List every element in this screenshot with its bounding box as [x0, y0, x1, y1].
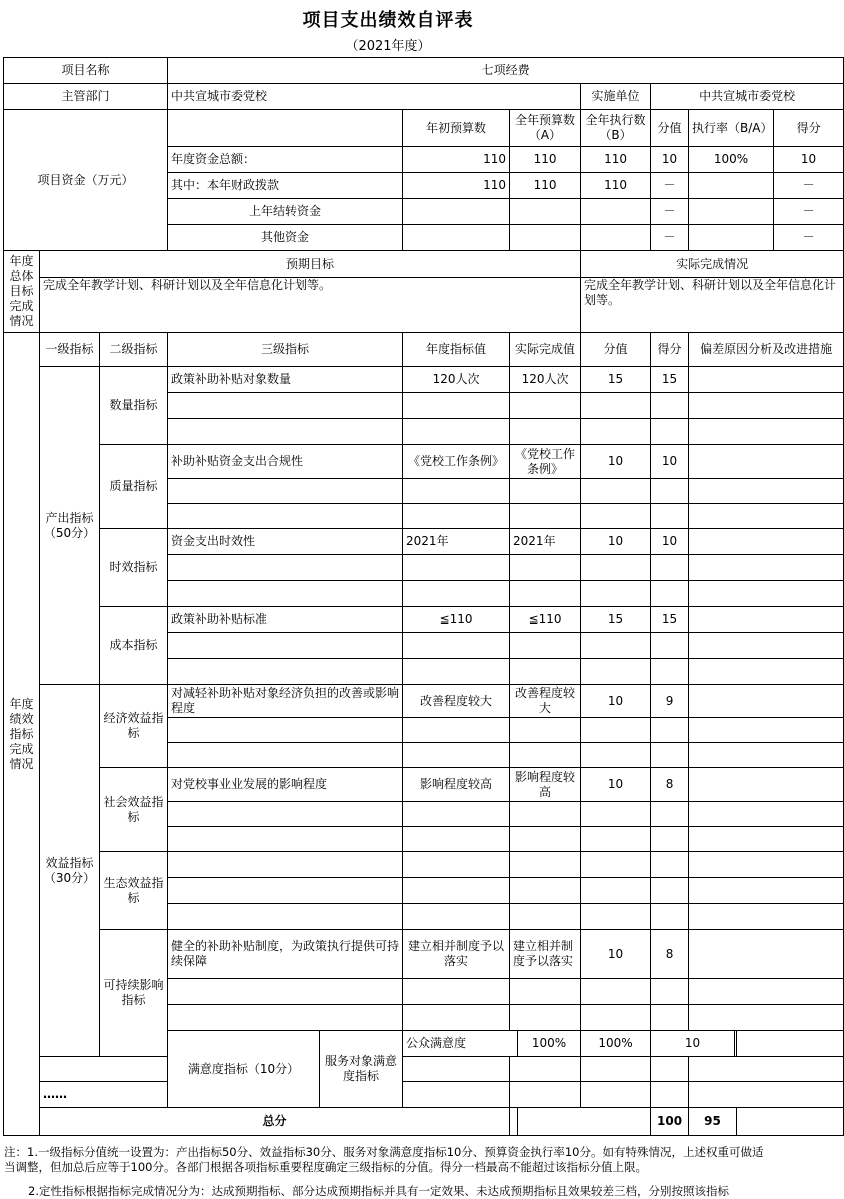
empty-cell [168, 555, 403, 581]
quantity-deviation [689, 367, 844, 393]
funds-rate [689, 199, 774, 225]
quality-value: 10 [581, 445, 651, 479]
goals-expected-header: 预期目标 [40, 251, 581, 278]
empty-cell [581, 419, 651, 445]
timeliness-deviation [689, 529, 844, 555]
sustainable-target: 建立相并制度予以落实 [403, 930, 510, 979]
total-score: 95 [689, 1108, 737, 1136]
empty-cell [581, 393, 651, 419]
sustainable-name: 健全的补助补贴制度，为政策执行提供可持续保障 [168, 930, 403, 979]
service-value: 10 [651, 1031, 735, 1057]
empty-cell [510, 743, 581, 768]
benefit-indicator-label: 效益指标（30分） [40, 685, 100, 1057]
service-deviation [737, 1031, 844, 1057]
header-level3: 三级指标 [168, 333, 403, 367]
funds-score-value: － [651, 199, 689, 225]
funds-header-blank [168, 110, 403, 147]
empty-cell [581, 633, 651, 659]
empty-cell [168, 393, 403, 419]
empty-cell [40, 1057, 168, 1082]
funds-annual: 110 [510, 147, 581, 173]
empty-cell [651, 393, 689, 419]
funds-initial: 110 [403, 147, 510, 173]
economic-deviation [689, 685, 844, 718]
empty-cell [510, 1005, 581, 1031]
empty-cell [403, 743, 510, 768]
sustainable-value: 10 [581, 930, 651, 979]
empty-cell [168, 581, 403, 607]
empty-cell [403, 1057, 510, 1082]
empty-cell [689, 904, 844, 930]
economic-value: 10 [581, 685, 651, 718]
cost-value: 15 [581, 607, 651, 633]
empty-cell [651, 802, 689, 827]
funds-rate: 100% [689, 147, 774, 173]
empty-cell [510, 633, 581, 659]
empty-cell [651, 743, 689, 768]
empty-cell [403, 581, 510, 607]
empty-cell [168, 743, 403, 768]
empty-cell [403, 555, 510, 581]
empty-cell [651, 878, 689, 904]
funds-initial [403, 199, 510, 225]
empty-cell [510, 827, 581, 852]
funds-executed [581, 199, 651, 225]
empty-cell [168, 504, 403, 529]
empty-cell [510, 581, 581, 607]
cost-deviation [689, 607, 844, 633]
empty-cell [403, 479, 510, 504]
empty-cell [403, 1082, 510, 1108]
empty-cell [403, 393, 510, 419]
empty-cell [689, 555, 844, 581]
cost-label: 成本指标 [100, 607, 168, 685]
empty-cell [689, 504, 844, 529]
empty-cell [510, 904, 581, 930]
empty-cell [651, 479, 689, 504]
funds-score: － [774, 199, 844, 225]
empty-cell [689, 1082, 844, 1108]
quality-actual: 《党校工作条例》 [510, 445, 581, 479]
economic-name: 对减轻补助补贴对象经济负担的改善或影响程度 [168, 685, 403, 718]
impl-label: 实施单位 [581, 84, 651, 110]
empty-cell [689, 743, 844, 768]
project-name-value: 七项经费 [168, 58, 844, 84]
empty-cell [651, 718, 689, 743]
empty-cell [168, 827, 403, 852]
header-deviation: 偏差原因分析及改进措施 [689, 333, 844, 367]
empty-cell [168, 718, 403, 743]
economic-label: 经济效益指标 [100, 685, 168, 768]
quantity-name: 政策补助补贴对象数量 [168, 367, 403, 393]
empty-cell [689, 393, 844, 419]
empty-cell [168, 852, 403, 878]
output-indicator-label: 产出指标（50分） [40, 367, 100, 685]
empty-cell [510, 419, 581, 445]
header-actual: 实际完成值 [510, 333, 581, 367]
service-name: 公众满意度 [403, 1031, 518, 1057]
empty-cell [403, 878, 510, 904]
goals-expected: 完成全年教学计划、科研计划以及全年信息化计划等。 [40, 278, 581, 333]
empty-cell [581, 904, 651, 930]
funds-row-label: 上年结转资金 [168, 199, 403, 225]
page-title: 项目支出绩效自评表 [302, 10, 474, 31]
empty-cell [168, 479, 403, 504]
goals-actual-header: 实际完成情况 [581, 251, 844, 278]
empty-cell [510, 852, 581, 878]
empty-cell [581, 878, 651, 904]
funds-initial [403, 225, 510, 251]
funds-score: － [774, 173, 844, 199]
funds-header-annual: 全年预算数（A） [510, 110, 581, 147]
social-score: 8 [651, 768, 689, 802]
funds-rate [689, 173, 774, 199]
project-name-label: 项目名称 [4, 58, 168, 84]
empty-cell [510, 393, 581, 419]
sustainable-label: 可持续影响指标 [100, 930, 168, 1057]
cost-actual: ≦110 [510, 607, 581, 633]
goals-actual: 完成全年教学计划、科研计划以及全年信息化计划等。 [581, 278, 844, 333]
social-deviation [689, 768, 844, 802]
empty-cell [581, 852, 651, 878]
empty-cell [168, 802, 403, 827]
funds-header-value: 分值 [651, 110, 689, 147]
empty-cell [510, 555, 581, 581]
empty-cell [403, 827, 510, 852]
quantity-score: 15 [651, 367, 689, 393]
timeliness-label: 时效指标 [100, 529, 168, 607]
empty-cell [510, 504, 581, 529]
empty-cell [581, 1005, 651, 1031]
quantity-target: 120人次 [403, 367, 510, 393]
empty-cell [510, 1057, 581, 1082]
funds-annual [510, 199, 581, 225]
empty-cell [510, 979, 581, 1005]
empty-cell [651, 1005, 689, 1031]
funds-score: － [774, 225, 844, 251]
empty-cell [403, 1005, 510, 1031]
empty-cell [510, 802, 581, 827]
empty-cell [581, 743, 651, 768]
empty-cell [737, 1108, 844, 1136]
empty-cell [403, 419, 510, 445]
empty-cell [651, 904, 689, 930]
total-label: 总分 [40, 1108, 510, 1136]
funds-executed [581, 225, 651, 251]
funds-score: 10 [774, 147, 844, 173]
empty-cell [403, 852, 510, 878]
note-2: 2.定性指标根据指标完成情况分为：达成预期指标、部分达成预期指标并具有一定效果、未达成预期指标且效果较差三档，分别按照该指标 [28, 1184, 729, 1198]
funds-header-executed: 全年执行数（B） [581, 110, 651, 147]
empty-cell [581, 802, 651, 827]
empty-cell [651, 979, 689, 1005]
empty-cell [510, 479, 581, 504]
empty-cell [581, 504, 651, 529]
social-name: 对党校事业业发展的影响程度 [168, 768, 403, 802]
social-label: 社会效益指标 [100, 768, 168, 852]
empty-cell [689, 581, 844, 607]
quantity-value: 15 [581, 367, 651, 393]
header-score: 得分 [651, 333, 689, 367]
empty-cell [689, 419, 844, 445]
funds-rate [689, 225, 774, 251]
empty-cell [510, 718, 581, 743]
economic-actual: 改善程度较大 [510, 685, 581, 718]
empty-cell [651, 633, 689, 659]
empty-cell [581, 555, 651, 581]
empty-cell [510, 1082, 581, 1108]
timeliness-value: 10 [581, 529, 651, 555]
empty-cell [689, 802, 844, 827]
social-actual: 影响程度较高 [510, 768, 581, 802]
social-target: 影响程度较高 [403, 768, 510, 802]
funds-executed: 110 [581, 147, 651, 173]
funds-annual: 110 [510, 173, 581, 199]
header-level1: 一级指标 [40, 333, 100, 367]
header-value: 分值 [581, 333, 651, 367]
funds-header-score: 得分 [774, 110, 844, 147]
ecological-label: 生态效益指标 [100, 852, 168, 930]
page-subtitle: （2021年度） [345, 39, 431, 54]
quality-score: 10 [651, 445, 689, 479]
empty-cell [168, 419, 403, 445]
empty-cell [689, 827, 844, 852]
empty-cell [689, 659, 844, 685]
header-level2: 二级指标 [100, 333, 168, 367]
service-label: 服务对象满意度指标 [320, 1031, 403, 1108]
empty-cell [581, 979, 651, 1005]
funds-header-rate: 执行率（B/A） [689, 110, 774, 147]
satisfaction-indicator-label: 满意度指标（10分） [168, 1031, 320, 1108]
goals-label: 年度总体目标完成情况 [4, 251, 40, 333]
empty-cell [581, 1082, 651, 1108]
empty-cell [581, 479, 651, 504]
dept-value: 中共宣城市委党校 [168, 84, 581, 110]
service-ellipsis: …… [40, 1082, 168, 1108]
funds-annual [510, 225, 581, 251]
funds-row-label: 年度资金总额： [168, 147, 403, 173]
empty-cell [510, 878, 581, 904]
quantity-actual: 120人次 [510, 367, 581, 393]
quality-deviation [689, 445, 844, 479]
dept-label: 主管部门 [4, 84, 168, 110]
note-1: 注：1.一级指标分值统一设置为：产出指标50分、效益指标30分、服务对象满意度指标10分、预算资金执行率10分。如有特殊情况，上述权重可做适当调整，但加总后应等于100分。各部门根据各项指标重要程度确定三级指标的分值。得分一档最高不能超过该指标分值上限。 [4, 1145, 764, 1174]
empty-cell [651, 504, 689, 529]
empty-cell [581, 581, 651, 607]
empty-cell [518, 1108, 651, 1136]
funds-label: 项目资金（万元） [4, 110, 168, 251]
funds-initial: 110 [403, 173, 510, 199]
total-value: 100 [651, 1108, 689, 1136]
empty-cell [651, 581, 689, 607]
funds-row-label: 其他资金 [168, 225, 403, 251]
empty-cell [168, 633, 403, 659]
empty-cell [651, 1082, 689, 1108]
funds-row-label: 其中：本年财政拨款 [168, 173, 403, 199]
empty-cell [689, 633, 844, 659]
empty-cell [581, 1057, 651, 1082]
empty-cell [168, 659, 403, 685]
empty-cell [651, 827, 689, 852]
empty-cell [651, 419, 689, 445]
empty-cell [403, 979, 510, 1005]
sustainable-actual: 建立相并制度予以落实 [510, 930, 581, 979]
empty-cell [581, 659, 651, 685]
evaluation-table [3, 57, 844, 1136]
empty-cell [651, 852, 689, 878]
timeliness-score: 10 [651, 529, 689, 555]
empty-cell [168, 979, 403, 1005]
empty-cell [689, 979, 844, 1005]
header-target: 年度指标值 [403, 333, 510, 367]
timeliness-name: 资金支出时效性 [168, 529, 403, 555]
service-target: 100% [518, 1031, 581, 1057]
timeliness-target: 2021年 [403, 529, 510, 555]
empty-cell [403, 633, 510, 659]
funds-score-value: － [651, 225, 689, 251]
empty-cell [403, 504, 510, 529]
quantity-label: 数量指标 [100, 367, 168, 445]
empty-cell [403, 659, 510, 685]
cost-score: 15 [651, 607, 689, 633]
empty-cell [581, 718, 651, 743]
timeliness-actual: 2021年 [510, 529, 581, 555]
empty-cell [689, 718, 844, 743]
cost-name: 政策补助补贴标准 [168, 607, 403, 633]
economic-target: 改善程度较大 [403, 685, 510, 718]
sustainable-score: 8 [651, 930, 689, 979]
empty-cell [689, 1057, 844, 1082]
empty-cell [689, 1005, 844, 1031]
impl-value: 中共宣城市委党校 [651, 84, 844, 110]
quality-label: 质量指标 [100, 445, 168, 529]
empty-cell [403, 802, 510, 827]
indicators-side-label: 年度绩效指标完成情况 [4, 333, 40, 1136]
social-value: 10 [581, 768, 651, 802]
empty-cell [651, 555, 689, 581]
quality-name: 补助补贴资金支出合规性 [168, 445, 403, 479]
empty-cell [510, 659, 581, 685]
empty-cell [689, 479, 844, 504]
empty-cell [168, 878, 403, 904]
cost-target: ≦110 [403, 607, 510, 633]
empty-cell [581, 827, 651, 852]
empty-cell [689, 852, 844, 878]
quality-target: 《党校工作条例》 [403, 445, 510, 479]
empty-cell [651, 1057, 689, 1082]
funds-executed: 110 [581, 173, 651, 199]
economic-score: 9 [651, 685, 689, 718]
funds-score-value: 10 [651, 147, 689, 173]
empty-cell [510, 1108, 518, 1136]
funds-score-value: － [651, 173, 689, 199]
empty-cell [168, 1005, 403, 1031]
empty-cell [689, 878, 844, 904]
empty-cell [651, 659, 689, 685]
empty-cell [168, 904, 403, 930]
service-actual: 100% [581, 1031, 651, 1057]
funds-header-initial: 年初预算数 [403, 110, 510, 147]
empty-cell [403, 718, 510, 743]
sustainable-deviation [689, 930, 844, 979]
empty-cell [403, 904, 510, 930]
